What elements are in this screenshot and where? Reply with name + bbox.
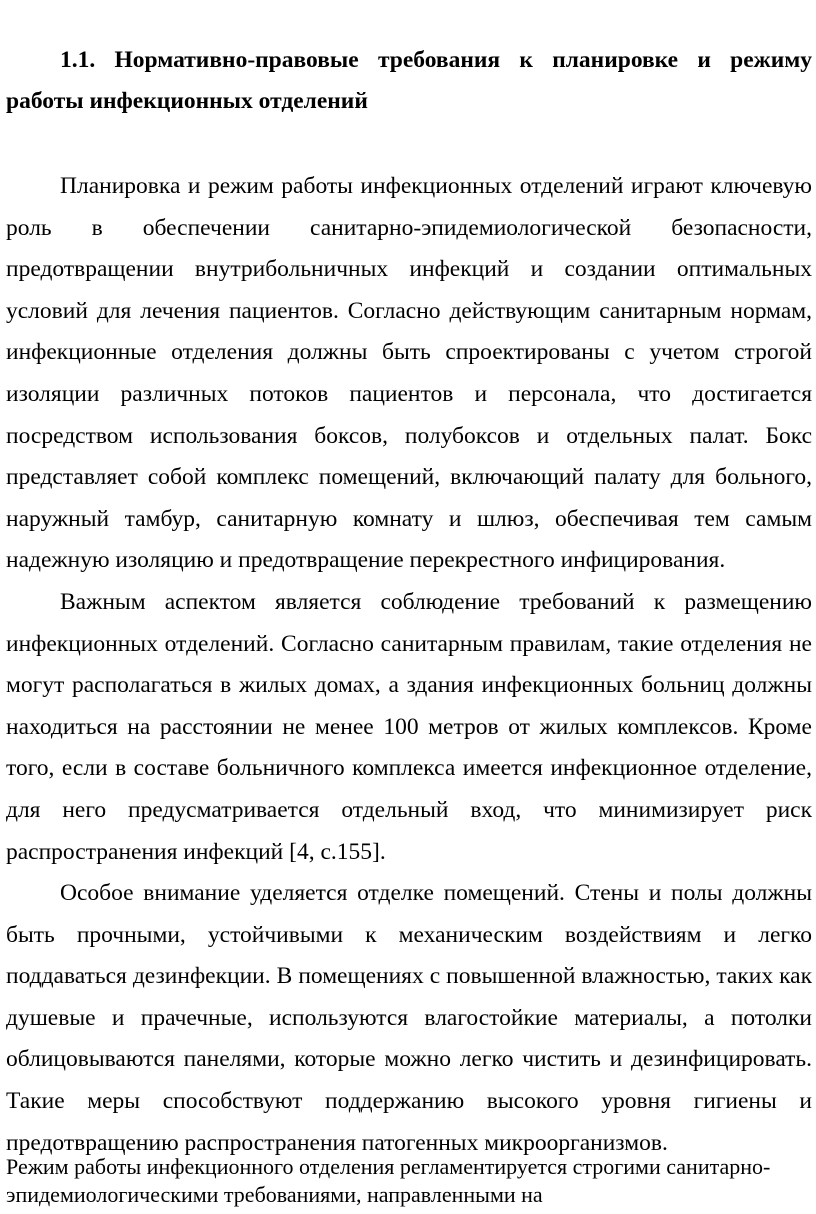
section-heading: 1.1. Нормативно-правовые требования к планировке и режиму работы инфекционных отделений — [6, 47, 812, 114]
paragraph-room-finishing: Особое внимание уделяется отделке помещений. Стены и полы должны быть прочными, устойчивыми к механическим воздействиям и легко поддаваться дезинфекции. В помещениях с повышенной влажностью, таких как душевые и прачечные, используются влагостойкие материалы, а потолки облицовываются панелями, которые можно легко чистить и дезинфицировать. Такие меры способствуют поддержанию высокого уровня гигиены и предотвращению распространения патогенных микроорганизмов. — [6, 880, 812, 1156]
paragraph-work-regime: Режим работы инфекционного отделения регламентируется строгими санитарно-эпидемиологическими требованиями, направленными на — [6, 1154, 771, 1207]
body-text — [6, 166, 812, 1164]
paragraph-placement-requirements: Важным аспектом является соблюдение требований к размещению инфекционных отделений. Согласно санитарным правилам, такие отделения не могут располагаться в жилых домах, а здания инфекционных больниц должны находиться на расстоянии не менее 100 метров от жилых комплексов. Кроме того, если в составе больничного комплекса имеется инфекционное отделение, для него предусматривается отдельный вход, что минимизирует риск распространения инфекций [4, с.155]. — [6, 588, 812, 865]
paragraph-layout-regime: Планировка и режим работы инфекционных отделений играют ключевую роль в обеспечении санитарно-эпидемиологической безопасности, предотвращении внутрибольничных инфекций и создании оптимальных условий для лечения пациентов. Согласно действующим санитарным нормам, инфекционные отделения должны быть спроектированы с учетом строгой изоляции различных потоков пациентов и персонала, что достигается посредством использования боксов, полубоксов и отдельных палат. Бокс представляет собой комплекс помещений, включающий палату для больного, наружный тамбур, санитарную комнату и шлюз, обеспечивая тем самым надежную изоляцию и предотвращение перекрестного инфицирования. — [6, 173, 812, 574]
